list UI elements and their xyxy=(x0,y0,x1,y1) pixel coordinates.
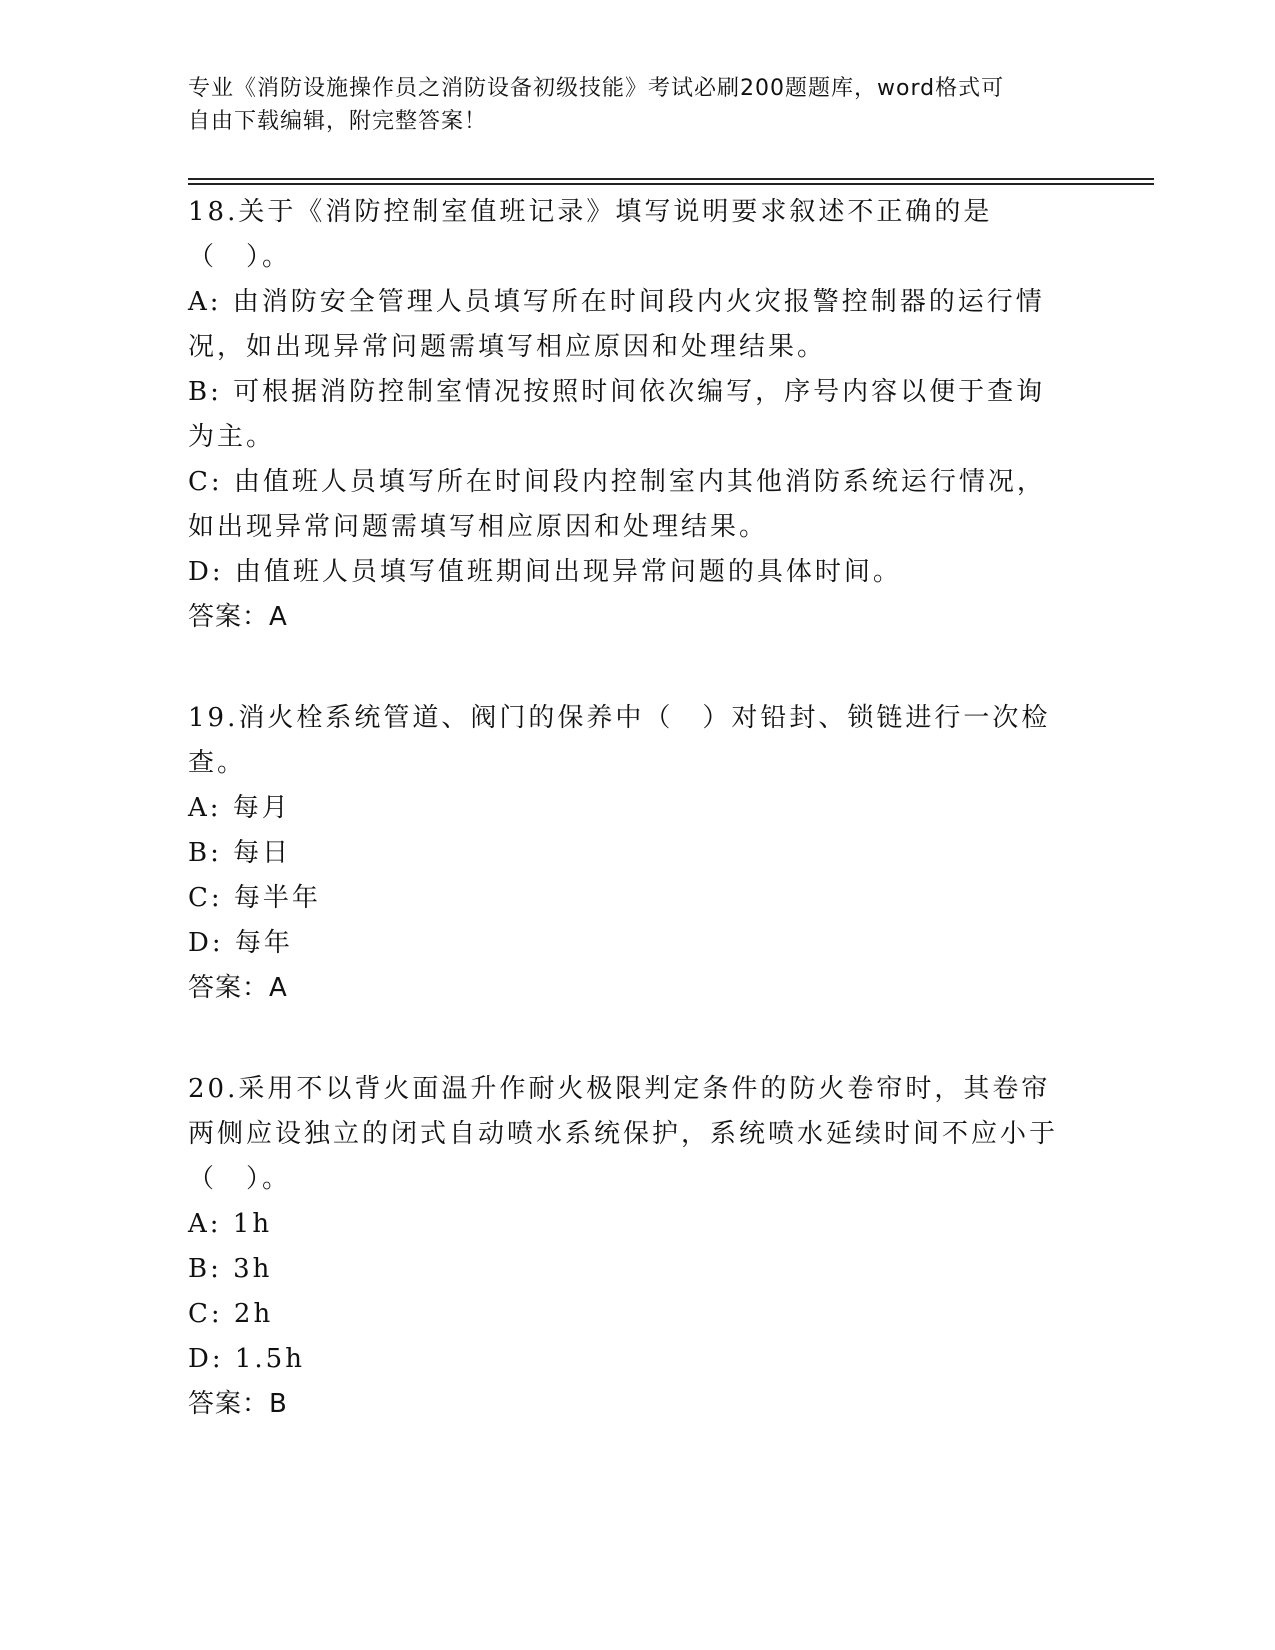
document-header xyxy=(188,72,1068,138)
question-text: 19.消火栓系统管道、阀门的保养中（ ）对铅封、锁链进行一次检查。 xyxy=(188,703,1051,778)
answer-label: 答案：A xyxy=(188,602,288,632)
question-19 xyxy=(188,696,1068,1011)
answer-label: 答案：B xyxy=(188,1389,288,1419)
question-spacer xyxy=(188,1011,1068,1067)
option-b: B: 3h xyxy=(188,1254,273,1284)
header-line-1: 专业《消防设施操作员之消防设备初级技能》考试必刷200题题库，word格式可 xyxy=(188,76,1005,101)
option-b: B: 每日 xyxy=(188,838,292,868)
option-a: A: 由消防安全管理人员填写所在时间段内火灾报警控制器的运行情况，如出现异常问题需填写相应原因和处理结果。 xyxy=(188,287,1045,362)
header-divider-top xyxy=(188,178,1154,180)
option-d: D: 由值班人员填写值班期间出现异常问题的具体时间。 xyxy=(188,557,902,587)
option-c: C: 2h xyxy=(188,1299,274,1329)
option-a: A: 每月 xyxy=(188,793,291,823)
option-d: D: 每年 xyxy=(188,928,293,958)
answer-label: 答案：A xyxy=(188,973,288,1003)
option-c: C: 由值班人员填写所在时间段内控制室内其他消防系统运行情况，如出现异常问题需填写相应原因和处理结果。 xyxy=(188,467,1046,542)
option-c: C: 每半年 xyxy=(188,883,321,913)
question-18 xyxy=(188,190,1068,640)
option-d: D: 1.5h xyxy=(188,1344,305,1374)
option-b: B: 可根据消防控制室情况按照时间依次编写，序号内容以便于查询为主。 xyxy=(188,377,1046,452)
question-text: 20.采用不以背火面温升作耐火极限判定条件的防火卷帘时，其卷帘两侧应设独立的闭式自动喷水系统保护，系统喷水延续时间不应小于（ ）。 xyxy=(188,1074,1059,1194)
header-line-2: 自由下载编辑，附完整答案！ xyxy=(188,109,488,134)
question-list xyxy=(188,190,1068,1427)
question-20 xyxy=(188,1067,1068,1427)
option-a: A: 1h xyxy=(188,1209,273,1239)
question-spacer xyxy=(188,640,1068,696)
question-text: 18.关于《消防控制室值班记录》填写说明要求叙述不正确的是（ ）。 xyxy=(188,197,993,272)
header-divider-bottom xyxy=(188,183,1154,185)
